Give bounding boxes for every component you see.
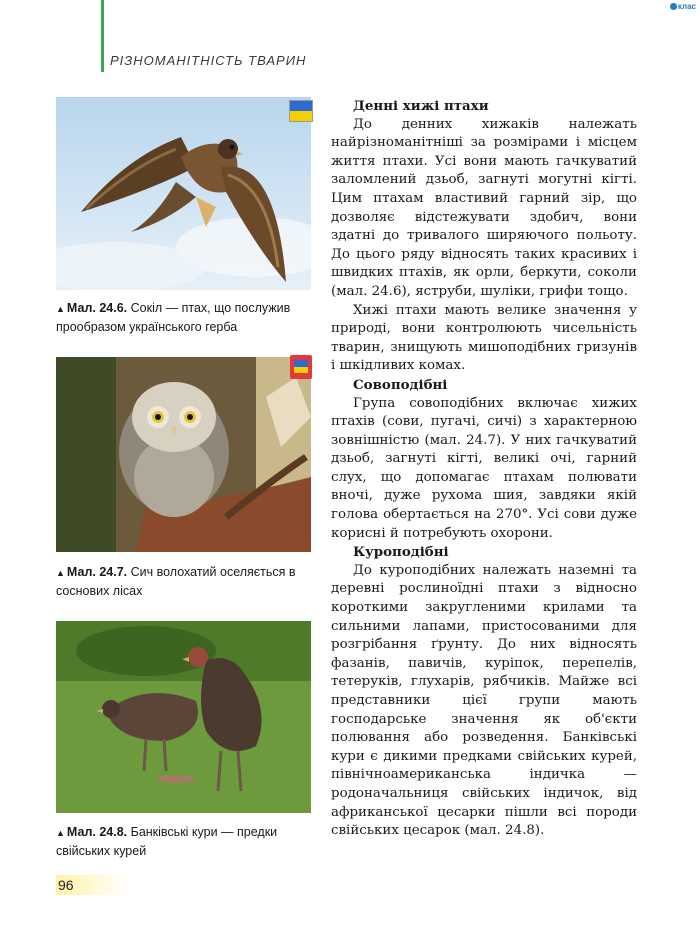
section-heading: Денні хижі птахи (353, 98, 489, 114)
junglefowl-photo (56, 621, 311, 813)
figure-caption-text: Банківські кури — предки свійських курей (56, 825, 278, 858)
paragraph: Хижі птахи мають велике значення у природі, вони контролюють чисельність тварин, знищують мишоподібних гризунів і шкідливих комах. (331, 302, 637, 374)
figure-label: Мал. 24.8. (66, 825, 128, 839)
logo-text: клас (677, 2, 696, 11)
chapter-header: РІЗНОМАНІТНІСТЬ ТВАРИН (110, 53, 307, 68)
triangle-icon: ▲ (56, 828, 65, 838)
page-number: 96 (56, 875, 128, 895)
main-text-column (331, 97, 637, 841)
owl-photo (56, 357, 311, 552)
paragraph: Група совоподібних включає хижих птахів (сови, пугачі, сичі) з характерною зовнішністю (мал. 24.7). У них гачкуватий дзьоб, загнуті кігті, великі очі, гарний слух, що допомагає птахам полювати вночі, дуже рухома шия, завдяки якій голова обертається на 270°. Усі сови дуже корисні й потребують охорони. (331, 395, 637, 541)
chapter-accent-bar (101, 0, 104, 72)
figure-caption (56, 299, 316, 336)
figure-label: Мал. 24.7. (66, 565, 128, 579)
falcon-photo (56, 97, 311, 290)
figure-caption (56, 563, 316, 600)
section-heading: Куроподібні (353, 544, 449, 561)
publisher-logo (670, 2, 696, 11)
paragraph: До куроподібних належать наземні та деревні рослиноїдні птахи з відносно короткими закругленими крилами та сильними лапами, пристосованими для розгрібання ґрунту. До них відносять фазанів, павичів, куріпок, перепелів, тетеруків, глухарів, рябчиків. Майже всі представники цієї групи мають господарське значення як об'єкти полювання або розведення. Банківські кури є дикими предками свійських курей, північноамериканська індичка — родоначальниця свійських індичок, від африканської цесарки пішли всі породи свійських цесарок (мал. 24.8). (331, 562, 637, 839)
red-book-icon (290, 355, 312, 379)
figure-caption-text: Сокіл — птах, що послужив прообразом українського герба (56, 301, 291, 334)
ukraine-flag-icon (289, 100, 313, 122)
triangle-icon: ▲ (56, 568, 65, 578)
logo-icon (670, 3, 677, 10)
triangle-icon: ▲ (56, 304, 65, 314)
paragraph: До денних хижаків належать найрізноманітніші за розмірами і місцем життя птахи. Усі вони мають гачкуватий заломлений дзьоб, загнуті могутні кігті. Цим птахам властивий гарний зір, що дозволяє відстежувати здобич, вони здатні до тривалого ширяючого польоту. До цього ряду відносять таких красивих і швидких птахів, як орли, беркути, соколи (мал. 24.6), яструби, шуліки, грифи тощо. (331, 116, 637, 299)
figure-caption-text: Сич волохатий оселяється в соснових лісах (56, 565, 296, 598)
figure-label: Мал. 24.6. (66, 301, 128, 315)
figure-caption (56, 823, 316, 860)
section-heading: Совоподібні (353, 376, 448, 393)
